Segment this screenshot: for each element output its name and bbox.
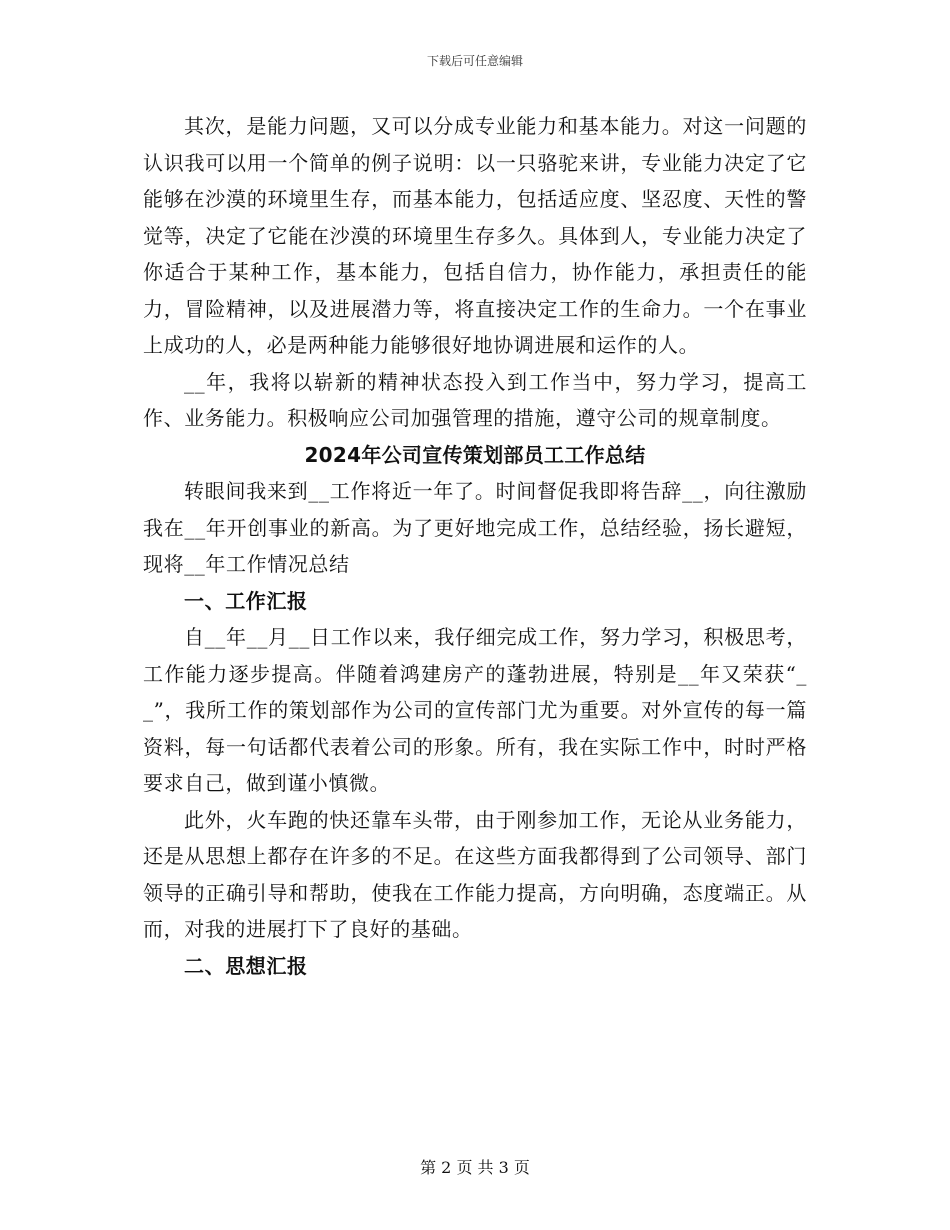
section-title: 2024年公司宣传策划部员工工作总结 [304, 442, 646, 467]
header-note: 下载后可任意编辑 [426, 54, 523, 68]
heading-work-report: 一、工作汇报 [184, 588, 308, 613]
paragraph-plan: __年，我将以崭新的精神状态投入到工作当中，努力学习，提高工作、业务能力。积极响应公司加强管理的措施，遵守公司的规章制度。 [143, 369, 807, 430]
paragraph-guidance: 此外，火车跑的快还靠车头带，由于刚参加工作，无论从业务能力，还是从思想上都存在许多的不足。在这些方面我都得到了公司领导、部门领导的正确引导和帮助，使我在工作能力提高，方向明确，态度端正。从而，对我的进展打下了良好的基础。 [143, 807, 807, 941]
document-body [143, 108, 807, 984]
heading-thought-report: 二、思想汇报 [184, 953, 308, 978]
paragraph-intro: 转眼间我来到__工作将近一年了。时间督促我即将告辞__，向往激励我在__年开创事业的新高。为了更好地完成工作，总结经验，扬长避短，现将__年工作情况总结 [143, 479, 807, 576]
page-number: 第 2 页 共 3 页 [420, 1158, 530, 1177]
paragraph-ability: 其次，是能力问题，又可以分成专业能力和基本能力。对这一问题的认识我可以用一个简单的例子说明：以一只骆驼来讲，专业能力决定了它能够在沙漠的环境里生存，而基本能力，包括适应度、坚忍度、天性的警觉等，决定了它能在沙漠的环境里生存多久。具体到人，专业能力决定了你适合于某种工作，基本能力，包括自信力，协作能力，承担责任的能力，冒险精神，以及进展潜力等，将直接决定工作的生命力。一个在事业上成功的人，必是两种能力能够很好地协调进展和运作的人。 [143, 114, 807, 357]
paragraph-work-report: 自__年__月__日工作以来，我仔细完成工作，努力学习，积极思考，工作能力逐步提高。伴随着鸿建房产的蓬勃进展，特别是__年又荣获“__”，我所工作的策划部作为公司的宣传部门尤为重要。对外宣传的每一篇资料，每一句话都代表着公司的形象。所有，我在实际工作中，时时严格要求自己，做到谨小慎微。 [143, 625, 807, 795]
